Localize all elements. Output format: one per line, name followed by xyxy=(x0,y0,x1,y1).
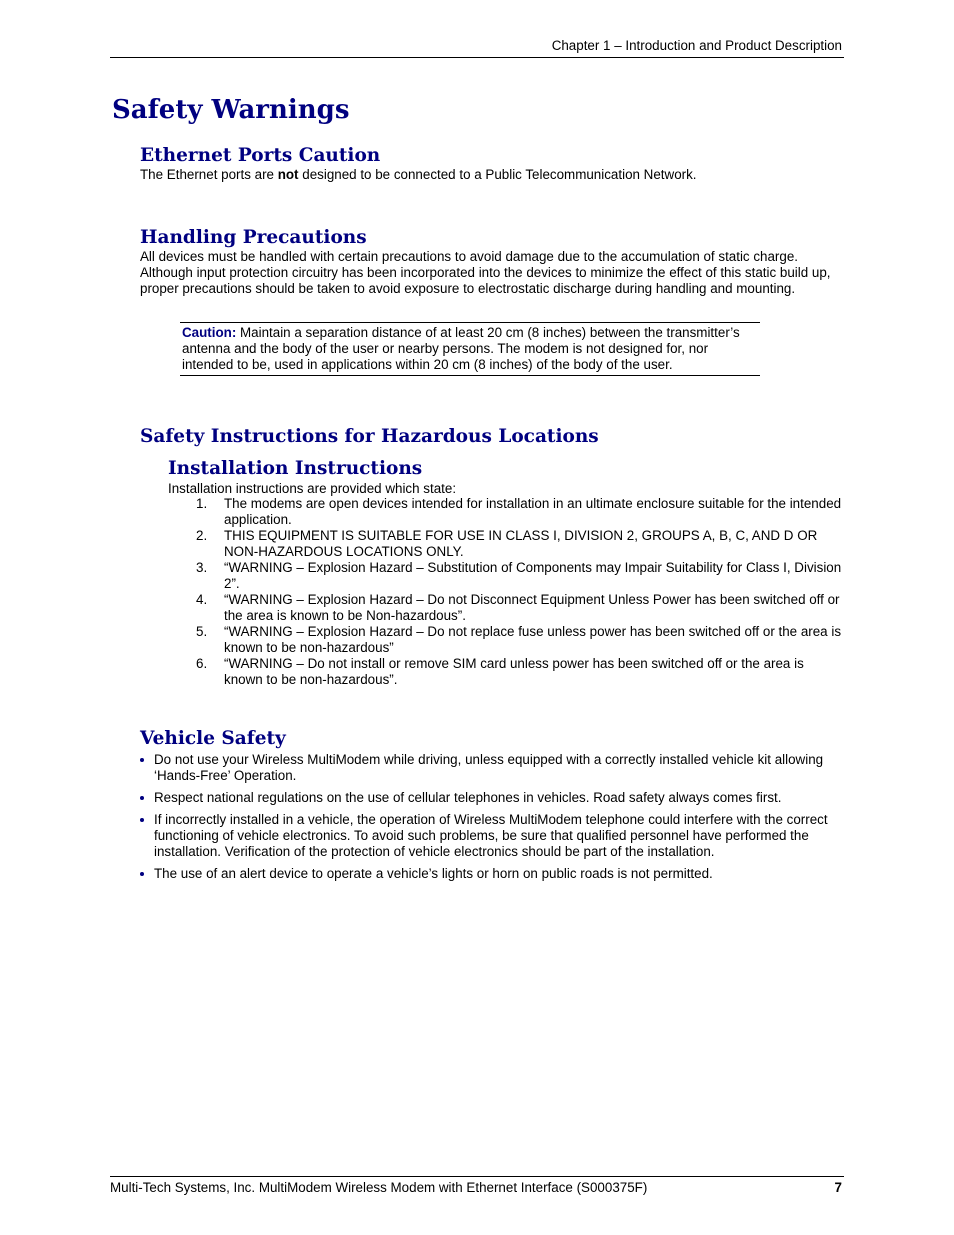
list-item-text: “WARNING – Explosion Hazard – Do not Disconnect Equipment Unless Power has been switched off or the area is known to be Non-hazardous”. xyxy=(224,592,840,623)
ethernet-text-before: The Ethernet ports are xyxy=(140,167,278,182)
page-title: Safety Warnings xyxy=(112,95,350,125)
caution-box xyxy=(180,322,760,376)
ethernet-text-bold: not xyxy=(277,167,299,182)
installation-intro: Installation instructions are provided which state: xyxy=(168,481,457,496)
bullet-icon xyxy=(140,796,144,800)
list-item-number: 4. xyxy=(196,592,208,607)
list-item xyxy=(140,790,844,806)
bullet-icon xyxy=(140,758,144,762)
page-header xyxy=(110,37,844,58)
heading-handling-precautions: Handling Precautions xyxy=(140,227,367,248)
list-item xyxy=(140,752,844,784)
list-item xyxy=(140,812,844,860)
heading-ethernet-ports-caution: Ethernet Ports Caution xyxy=(140,145,381,166)
list-item-text: THIS EQUIPMENT IS SUITABLE FOR USE IN CLASS I, DIVISION 2, GROUPS A, B, C, AND D OR NON-HAZARDOUS LOCATIONS ONLY. xyxy=(224,528,818,559)
chapter-title: Chapter 1 – Introduction and Product Description xyxy=(551,38,842,53)
list-item xyxy=(168,624,844,656)
ethernet-paragraph xyxy=(140,167,844,183)
handling-paragraph: All devices must be handled with certain precautions to avoid damage due to the accumulation of static charge. Although input protection circuitry has been incorporated into the devices to minimize the effect of this static build up, proper precautions should be taken to avoid exposure to electrostatic discharge during handling and mounting. xyxy=(140,249,831,296)
list-item-text: If incorrectly installed in a vehicle, the operation of Wireless MultiModem telephone could interfere with the correct functioning of vehicle electronics. To avoid such problems, be sure that qualified personnel have performed the installation. Verification of the protection of vehicle electronics should be part of the installation. xyxy=(154,812,828,859)
heading-hazardous-locations: Safety Instructions for Hazardous Locations xyxy=(140,426,599,447)
list-item-number: 6. xyxy=(196,656,208,671)
page-number: 7 xyxy=(834,1180,842,1195)
caution-text: Maintain a separation distance of at least 20 cm (8 inches) between the transmitter’s antenna and the body of the user or nearby persons. The modem is not designed for, nor intended to be, used in applications within 20 cm (8 inches) of the body of the user. xyxy=(182,325,740,372)
installation-list xyxy=(168,496,844,688)
list-item-text: The modems are open devices intended for installation in an ultimate enclosure suitable for the intended application. xyxy=(224,496,842,527)
list-item xyxy=(168,496,844,528)
list-item xyxy=(168,656,844,688)
list-item-text: “WARNING – Explosion Hazard – Substitution of Components may Impair Suitability for Class I, Division 2”. xyxy=(224,560,842,591)
list-item-number: 2. xyxy=(196,528,208,543)
list-item xyxy=(168,528,844,560)
list-item xyxy=(140,866,844,882)
list-item-text: Do not use your Wireless MultiModem while driving, unless equipped with a correctly installed vehicle kit allowing ‘Hands-Free’ Operation. xyxy=(154,752,824,783)
footer-text: Multi-Tech Systems, Inc. MultiModem Wireless Modem with Ethernet Interface (S000375F) xyxy=(110,1180,648,1195)
heading-installation-instructions: Installation Instructions xyxy=(168,458,423,479)
heading-vehicle-safety: Vehicle Safety xyxy=(140,728,286,749)
list-item-text: The use of an alert device to operate a vehicle’s lights or horn on public roads is not permitted. xyxy=(154,866,713,881)
list-item xyxy=(168,592,844,624)
list-item-number: 3. xyxy=(196,560,208,575)
list-item xyxy=(168,560,844,592)
caution-label: Caution: xyxy=(182,325,237,340)
list-item-number: 5. xyxy=(196,624,208,639)
list-item-text: “WARNING – Do not install or remove SIM card unless power has been switched off or the area is known to be non-hazardous”. xyxy=(224,656,804,687)
vehicle-safety-list xyxy=(140,752,844,888)
list-item-number: 1. xyxy=(196,496,208,511)
bullet-icon xyxy=(140,872,144,876)
list-item-text: Respect national regulations on the use of cellular telephones in vehicles. Road safety always comes first. xyxy=(154,790,782,805)
list-item-text: “WARNING – Explosion Hazard – Do not replace fuse unless power has been switched off or the area is known to be non-hazardous” xyxy=(224,624,842,655)
page-footer xyxy=(110,1176,844,1199)
bullet-icon xyxy=(140,818,144,822)
ethernet-text-after: designed to be connected to a Public Telecommunication Network. xyxy=(298,167,697,182)
